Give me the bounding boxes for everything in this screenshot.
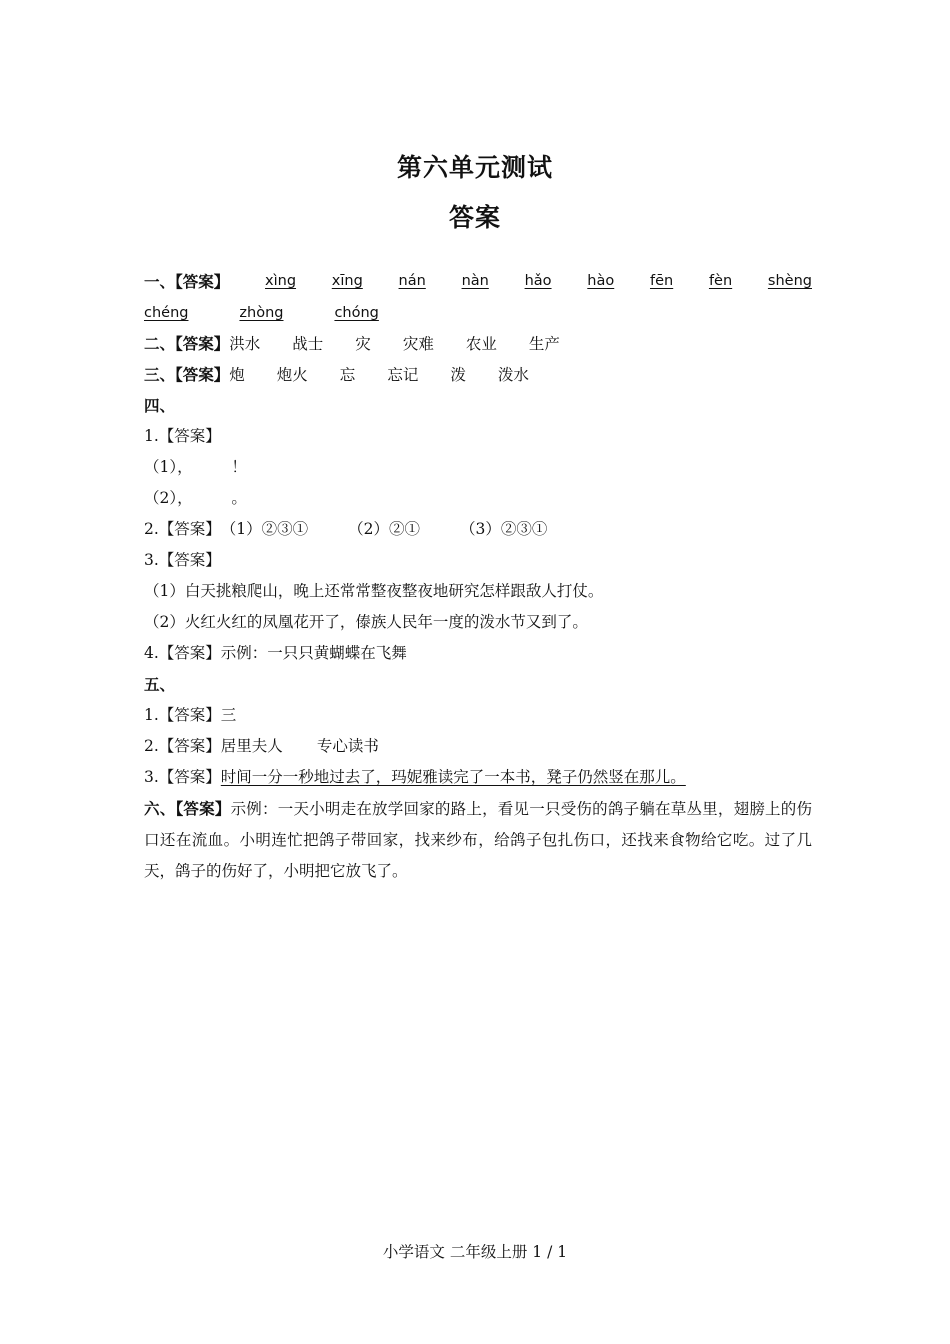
word-answer: 战士 [292,335,324,353]
section4-q2-label: 2.【答案】 [144,520,221,538]
word-answer: 灾难 [402,335,434,353]
word-answer: 专心读书 [316,737,379,755]
section4-label: 四、 [144,396,176,415]
section2-row [144,328,812,359]
section4-q1-label: 1.【答案】 [144,427,221,445]
section5-q3-label: 3.【答案】 [144,768,221,786]
pinyin-answer: hǎo [524,273,552,289]
pinyin-answer: chéng [144,305,189,321]
word-answer: 炮火 [276,366,308,384]
section5-q3-row [144,762,812,793]
section4-q3-label: 3.【答案】 [144,551,221,569]
section6-paragraph [144,793,812,887]
order-answer: （2）②① [348,520,421,538]
answer-body [144,266,812,887]
word-answer: 生产 [528,335,560,353]
page-subtitle: 答案 [448,203,501,232]
section5-q1-label: 1.【答案】 [144,706,221,724]
section3-label: 三、【答案】 [144,365,230,384]
section3-row [144,359,812,390]
word-answer: 炮 [229,366,245,384]
section5-q1-row [144,700,812,731]
order-answer: （3）②③① [460,520,548,538]
pinyin-answer: xìng [265,273,297,289]
order-answer: （1）②③① [220,520,309,538]
section4-q4-text: 示例：一只只黄蝴蝶在飞舞 [220,644,407,662]
section1-row1 [144,266,812,297]
word-answer: 灾 [355,335,371,353]
word-answer: 泼 [450,366,466,384]
section5-q2-label: 2.【答案】 [144,737,221,755]
pinyin-answer: fēn [649,273,674,289]
section5-q1-text: 三 [220,706,237,724]
pinyin-answer: nàn [461,273,489,289]
pinyin-answer: shèng [767,273,812,289]
pinyin-answer: zhòng [239,305,284,321]
section4-q3-b: （2）火红火红的凤凰花开了，傣族人民年一度的泼水节又到了。 [144,613,588,631]
section4-q4-row [144,638,812,669]
section4-q1-b: （2）， 。 [144,489,247,507]
page-footer: 小学语文 二年级上册 1 / 1 [382,1243,568,1261]
pinyin-answer: fèn [708,273,733,289]
section4-q4-label: 4.【答案】 [144,644,221,662]
word-answer: 泼水 [497,366,529,384]
section6-text: 示例：一天小明走在放学回家的路上，看见一只受伤的鸽子躺在草丛里，翅膀上的伤口还在流血。小明连忙把鸽子带回家，找来纱布，给鸽子包扎伤口，还找来食物给它吃。过了几天，鸽子的伤好了，小明把它放飞了。 [144,800,812,880]
page-title: 第六单元测试 [396,153,553,182]
pinyin-answer: nán [398,273,426,289]
section5-label: 五、 [144,675,176,694]
section4-q3-a: （1）白天挑粮爬山，晚上还常常整夜整夜地研究怎样跟敌人打仗。 [144,582,604,600]
section4-q2-row [144,514,812,545]
section1-row2 [144,297,812,328]
section4-q1-a: （1）， ！ [144,458,247,476]
section5-q2-row [144,731,812,762]
word-answer: 农业 [465,335,497,353]
word-answer: 忘 [339,366,356,384]
section2-label: 二、【答案】 [144,334,230,353]
word-answer: 洪水 [229,335,261,353]
word-answer: 居里夫人 [220,737,283,755]
pinyin-answer: hào [587,273,615,289]
section5-q3-text: 时间一分一秒地过去了，玛妮雅读完了一本书，凳子仍然竖在那儿。 [220,768,686,786]
pinyin-answer: chóng [334,305,379,321]
section1-label: 一、【答案】 [144,272,230,291]
section6-label: 六、【答案】 [144,799,231,818]
word-answer: 忘记 [387,366,419,384]
pinyin-answer: xīng [331,273,363,289]
